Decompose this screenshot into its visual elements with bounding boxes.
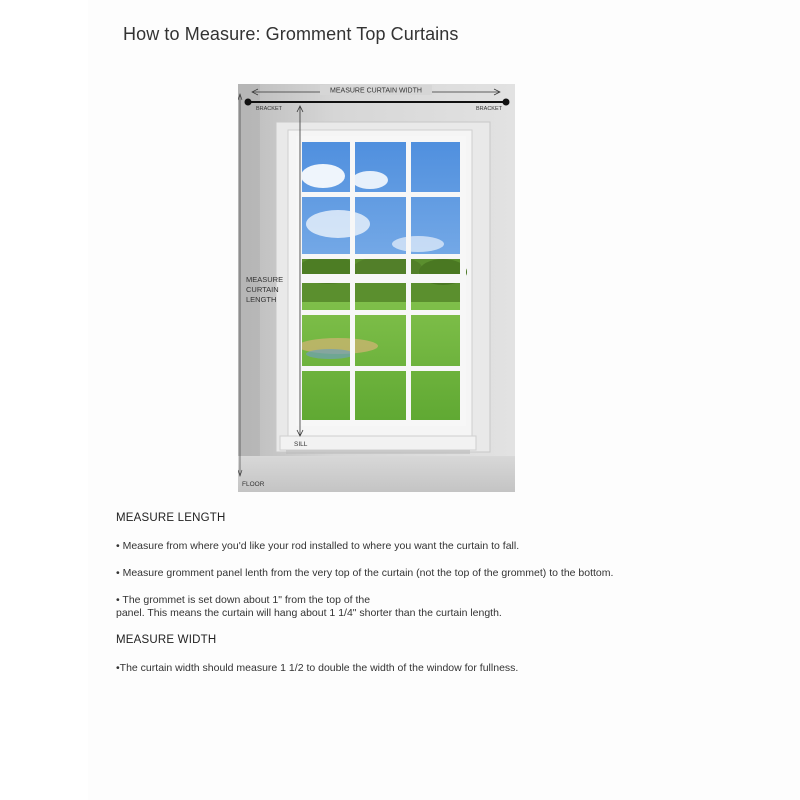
- bracket-left-dot: [245, 99, 252, 106]
- measure-length-heading: MEASURE LENGTH: [116, 512, 226, 524]
- page-title: How to Measure: Gromment Top Curtains: [123, 24, 459, 44]
- length-label-line-1: MEASURE: [246, 275, 284, 284]
- length-label-line-2: CURTAIN: [246, 285, 279, 294]
- width-bullet-1: •The curtain width should measure 1 1/2 to double the width of the window for fullness.: [116, 662, 519, 674]
- length-label-line-3: LENGTH: [246, 295, 277, 304]
- length-bullet-1: • Measure from where you'd like your rod installed to where you want the curtain to fall.: [116, 540, 520, 552]
- length-bullet-3-line-2: panel. This means the curtain will hang about 1 1/4" shorter than the curtain length.: [116, 607, 502, 619]
- bracket-left-label: BRACKET: [256, 106, 282, 112]
- length-bullet-3-line-1: • The grommet is set down about 1" from the top of the: [116, 594, 371, 606]
- floor-area: [238, 456, 515, 492]
- bracket-right-label: BRACKET: [476, 106, 502, 112]
- bracket-right-dot: [503, 99, 510, 106]
- measurement-diagram: [238, 84, 515, 492]
- floor-label: FLOOR: [242, 481, 265, 488]
- width-label: MEASURE CURTAIN WIDTH: [330, 87, 422, 95]
- window-sill: [280, 436, 476, 450]
- measure-width-heading: MEASURE WIDTH: [116, 634, 217, 646]
- length-bullet-2: • Measure gromment panel lenth from the very top of the curtain (not the top of the grommet) to the bottom.: [116, 567, 614, 579]
- sill-label: SILL: [294, 441, 308, 448]
- length-bullet-3: [116, 594, 502, 620]
